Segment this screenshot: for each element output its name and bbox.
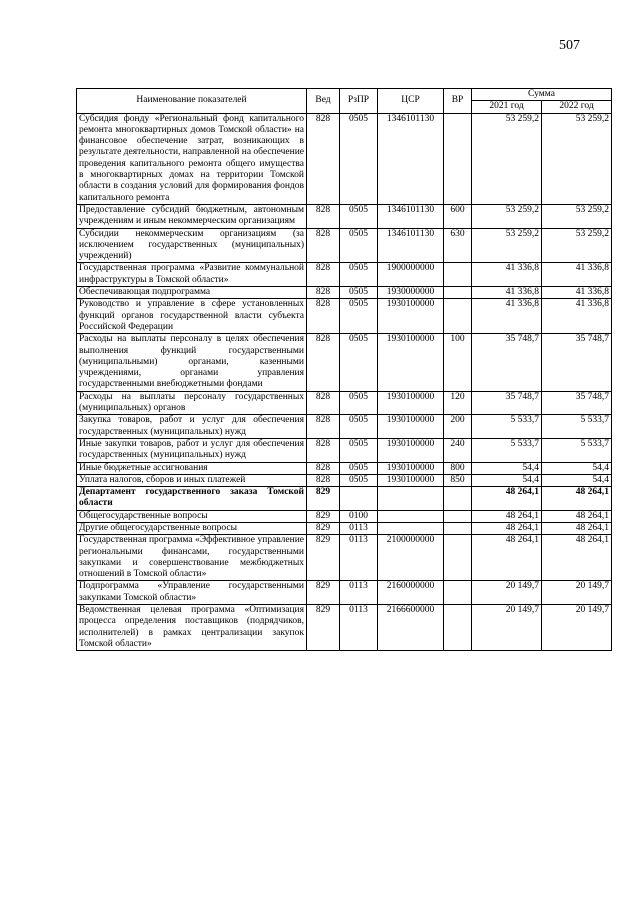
table-row bbox=[77, 299, 612, 334]
row-sum-2021: 41 336,8 bbox=[472, 287, 542, 299]
row-sum-2021: 5 533,7 bbox=[472, 438, 542, 462]
table-row bbox=[77, 263, 612, 287]
row-vr bbox=[444, 113, 472, 204]
row-rzpr: 0113 bbox=[340, 605, 378, 651]
row-sum-2022: 48 264,1 bbox=[542, 522, 612, 534]
row-ved: 828 bbox=[307, 334, 340, 391]
row-sum-2022: 35 748,7 bbox=[542, 391, 612, 415]
table-body bbox=[77, 113, 612, 651]
row-csr: 2160000000 bbox=[378, 581, 444, 605]
header-name: Наименование показателей bbox=[77, 89, 307, 114]
row-sum-2022: 20 149,7 bbox=[542, 605, 612, 651]
table-row bbox=[77, 204, 612, 228]
table-row bbox=[77, 474, 612, 486]
row-name: Расходы на выплаты персоналу в целях обеспечения выполнения функций государственными (муниципальными) органами, казенными учреждениями, органами управления государственными внебюджетными фондами bbox=[77, 334, 307, 391]
row-sum-2022: 20 149,7 bbox=[542, 581, 612, 605]
table-row bbox=[77, 391, 612, 415]
row-name: Иные закупки товаров, работ и услуг для обеспечения государственных (муниципальных) нужд bbox=[77, 438, 307, 462]
row-rzpr: 0505 bbox=[340, 299, 378, 334]
row-rzpr: 0505 bbox=[340, 462, 378, 474]
row-csr: 1930100000 bbox=[378, 415, 444, 439]
row-csr: 1930100000 bbox=[378, 334, 444, 391]
row-rzpr: 0505 bbox=[340, 204, 378, 228]
row-csr: 1930100000 bbox=[378, 474, 444, 486]
row-sum-2022: 53 259,2 bbox=[542, 228, 612, 263]
row-name: Обеспечивающая подпрограмма bbox=[77, 287, 307, 299]
row-vr: 100 bbox=[444, 334, 472, 391]
row-rzpr: 0505 bbox=[340, 228, 378, 263]
row-vr bbox=[444, 510, 472, 522]
row-name: Руководство и управление в сфере установленных функций органов государственной власти субъекта Российской Федерации bbox=[77, 299, 307, 334]
row-vr bbox=[444, 522, 472, 534]
row-name: Уплата налогов, сборов и иных платежей bbox=[77, 474, 307, 486]
page-number: 507 bbox=[559, 38, 580, 53]
row-sum-2021: 35 748,7 bbox=[472, 391, 542, 415]
header-sum: Сумма bbox=[472, 89, 612, 101]
row-vr bbox=[444, 487, 472, 511]
row-ved: 828 bbox=[307, 113, 340, 204]
header-year-2022: 2022 год bbox=[542, 101, 612, 113]
row-name: Общегосударственные вопросы bbox=[77, 510, 307, 522]
row-rzpr: 0505 bbox=[340, 334, 378, 391]
row-csr: 1346101130 bbox=[378, 113, 444, 204]
row-ved: 829 bbox=[307, 535, 340, 581]
row-sum-2021: 54,4 bbox=[472, 474, 542, 486]
row-sum-2021: 41 336,8 bbox=[472, 263, 542, 287]
row-sum-2021: 35 748,7 bbox=[472, 334, 542, 391]
row-rzpr: 0113 bbox=[340, 581, 378, 605]
row-sum-2021: 48 264,1 bbox=[472, 487, 542, 511]
row-csr: 2166600000 bbox=[378, 605, 444, 651]
row-vr bbox=[444, 263, 472, 287]
row-sum-2022: 41 336,8 bbox=[542, 263, 612, 287]
row-rzpr: 0505 bbox=[340, 113, 378, 204]
row-ved: 828 bbox=[307, 287, 340, 299]
row-name: Другие общегосударственные вопросы bbox=[77, 522, 307, 534]
row-name: Департамент государственного заказа Томской области bbox=[77, 487, 307, 511]
table-row bbox=[77, 287, 612, 299]
header-vr: ВР bbox=[444, 89, 472, 114]
row-sum-2022: 53 259,2 bbox=[542, 113, 612, 204]
row-vr bbox=[444, 581, 472, 605]
row-rzpr: 0100 bbox=[340, 510, 378, 522]
table-row bbox=[77, 535, 612, 581]
row-rzpr: 0505 bbox=[340, 263, 378, 287]
row-csr: 1930000000 bbox=[378, 287, 444, 299]
row-sum-2022: 5 533,7 bbox=[542, 438, 612, 462]
row-vr: 850 bbox=[444, 474, 472, 486]
row-rzpr: 0505 bbox=[340, 415, 378, 439]
row-ved: 828 bbox=[307, 438, 340, 462]
row-name: Ведомственная целевая программа «Оптимизация процесса определения поставщиков (подрядчиков, исполнителей) в рамках централизации закупок Томской области» bbox=[77, 605, 307, 651]
row-name: Подпрограмма «Управление государственными закупками Томской области» bbox=[77, 581, 307, 605]
row-csr bbox=[378, 522, 444, 534]
row-vr: 630 bbox=[444, 228, 472, 263]
row-csr: 1900000000 bbox=[378, 263, 444, 287]
row-ved: 828 bbox=[307, 228, 340, 263]
header-rzpr: РзПР bbox=[340, 89, 378, 114]
row-sum-2022: 48 264,1 bbox=[542, 535, 612, 581]
row-sum-2021: 48 264,1 bbox=[472, 510, 542, 522]
row-rzpr: 0505 bbox=[340, 287, 378, 299]
table-row bbox=[77, 522, 612, 534]
table-row bbox=[77, 228, 612, 263]
row-sum-2022: 48 264,1 bbox=[542, 510, 612, 522]
row-vr: 200 bbox=[444, 415, 472, 439]
row-vr: 600 bbox=[444, 204, 472, 228]
row-rzpr: 0113 bbox=[340, 522, 378, 534]
row-vr bbox=[444, 605, 472, 651]
row-csr: 1346101130 bbox=[378, 228, 444, 263]
table-row bbox=[77, 415, 612, 439]
table-row bbox=[77, 510, 612, 522]
row-csr bbox=[378, 510, 444, 522]
row-csr: 1930100000 bbox=[378, 299, 444, 334]
row-name: Субсидия фонду «Региональный фонд капитального ремонта многоквартирных домов Томской области» на финансовое обеспечение затрат, возникающих в результате деятельности, направленной на обеспечение проведения капитального ремонта общего имущества в многоквартирных домах на территории Томской области в создания условий для формирования фондов капитального ремонта bbox=[77, 113, 307, 204]
row-ved: 828 bbox=[307, 415, 340, 439]
table-row bbox=[77, 581, 612, 605]
header-csr: ЦСР bbox=[378, 89, 444, 114]
row-name: Предоставление субсидий бюджетным, автономным учреждениям и иным некоммерческим организациям bbox=[77, 204, 307, 228]
header-year-2021: 2021 год bbox=[472, 101, 542, 113]
row-sum-2021: 53 259,2 bbox=[472, 113, 542, 204]
row-sum-2022: 54,4 bbox=[542, 462, 612, 474]
row-sum-2021: 20 149,7 bbox=[472, 605, 542, 651]
row-name: Расходы на выплаты персоналу государственных (муниципальных) органов bbox=[77, 391, 307, 415]
row-sum-2021: 53 259,2 bbox=[472, 228, 542, 263]
row-rzpr: 0505 bbox=[340, 474, 378, 486]
row-csr bbox=[378, 487, 444, 511]
row-vr bbox=[444, 535, 472, 581]
budget-table bbox=[76, 88, 612, 651]
row-sum-2022: 53 259,2 bbox=[542, 204, 612, 228]
row-ved: 829 bbox=[307, 581, 340, 605]
table-row bbox=[77, 113, 612, 204]
header-ved: Вед bbox=[307, 89, 340, 114]
row-sum-2021: 5 533,7 bbox=[472, 415, 542, 439]
row-ved: 828 bbox=[307, 391, 340, 415]
row-rzpr: 0505 bbox=[340, 391, 378, 415]
row-rzpr: 0113 bbox=[340, 535, 378, 581]
row-name: Государственная программа «Развитие коммунальной инфраструктуры в Томской области» bbox=[77, 263, 307, 287]
row-sum-2022: 48 264,1 bbox=[542, 487, 612, 511]
row-csr: 1930100000 bbox=[378, 391, 444, 415]
row-sum-2021: 20 149,7 bbox=[472, 581, 542, 605]
row-ved: 828 bbox=[307, 462, 340, 474]
row-name: Закупка товаров, работ и услуг для обеспечения государственных (муниципальных) нужд bbox=[77, 415, 307, 439]
row-ved: 828 bbox=[307, 263, 340, 287]
row-sum-2022: 54,4 bbox=[542, 474, 612, 486]
row-vr: 240 bbox=[444, 438, 472, 462]
row-sum-2022: 41 336,8 bbox=[542, 299, 612, 334]
row-csr: 1346101130 bbox=[378, 204, 444, 228]
row-sum-2021: 53 259,2 bbox=[472, 204, 542, 228]
row-sum-2022: 35 748,7 bbox=[542, 334, 612, 391]
table-row bbox=[77, 438, 612, 462]
row-name: Государственная программа «Эффективное управление региональными финансами, государственными закупками и совершенствование межбюджетных отношений в Томской области» bbox=[77, 535, 307, 581]
row-rzpr: 0505 bbox=[340, 438, 378, 462]
row-ved: 829 bbox=[307, 605, 340, 651]
row-sum-2022: 5 533,7 bbox=[542, 415, 612, 439]
row-ved: 828 bbox=[307, 299, 340, 334]
row-vr bbox=[444, 287, 472, 299]
row-sum-2021: 48 264,1 bbox=[472, 535, 542, 581]
row-ved: 829 bbox=[307, 487, 340, 511]
row-vr: 120 bbox=[444, 391, 472, 415]
row-name: Субсидии некоммерческим организациям (за исключением государственных (муниципальных) учреждений) bbox=[77, 228, 307, 263]
table-row bbox=[77, 487, 612, 511]
table-row bbox=[77, 605, 612, 651]
row-ved: 829 bbox=[307, 522, 340, 534]
row-vr bbox=[444, 299, 472, 334]
row-name: Иные бюджетные ассигнования bbox=[77, 462, 307, 474]
row-ved: 829 bbox=[307, 510, 340, 522]
row-sum-2022: 41 336,8 bbox=[542, 287, 612, 299]
row-csr: 1930100000 bbox=[378, 438, 444, 462]
row-ved: 828 bbox=[307, 474, 340, 486]
row-csr: 1930100000 bbox=[378, 462, 444, 474]
row-sum-2021: 41 336,8 bbox=[472, 299, 542, 334]
row-vr: 800 bbox=[444, 462, 472, 474]
row-rzpr bbox=[340, 487, 378, 511]
row-csr: 2100000000 bbox=[378, 535, 444, 581]
table-row bbox=[77, 334, 612, 391]
row-sum-2021: 48 264,1 bbox=[472, 522, 542, 534]
row-ved: 828 bbox=[307, 204, 340, 228]
table-row bbox=[77, 462, 612, 474]
row-sum-2021: 54,4 bbox=[472, 462, 542, 474]
